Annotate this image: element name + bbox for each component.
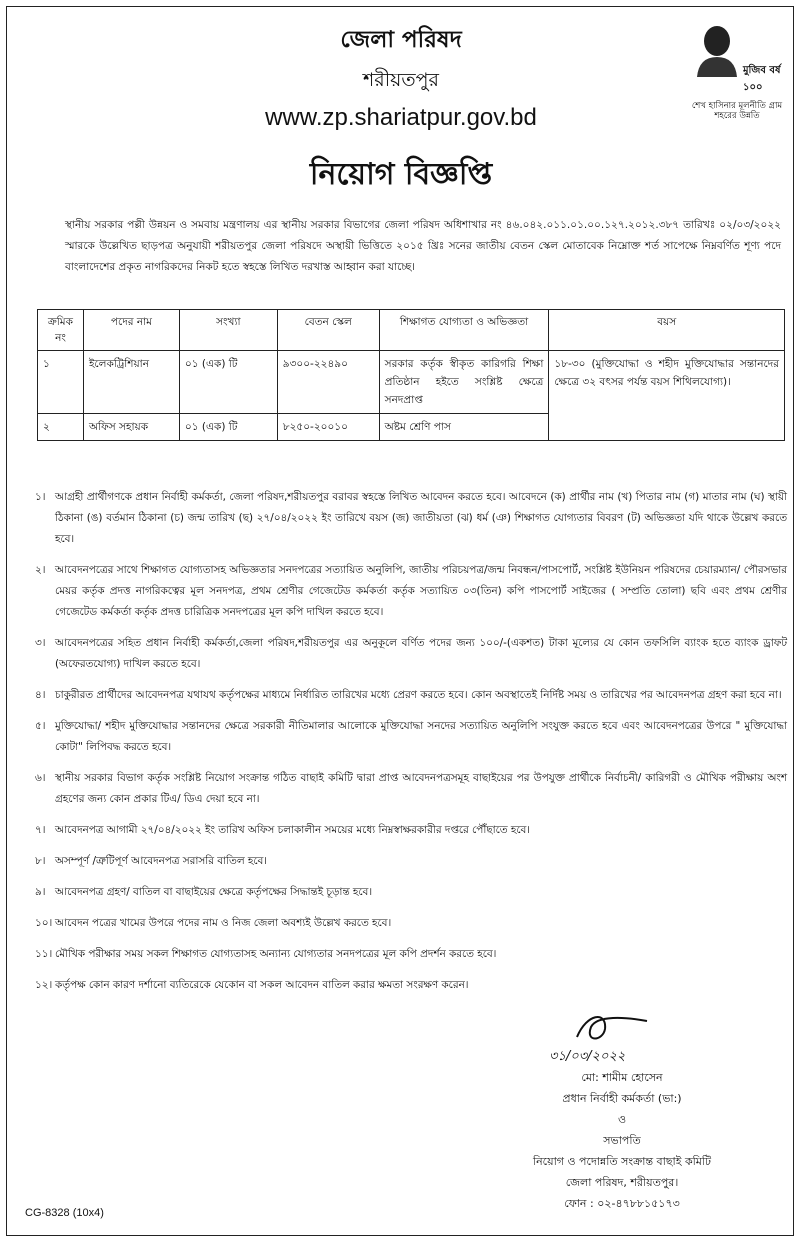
table-row [38,351,785,414]
cell-post: ইলেকট্রিশিয়ান [83,351,179,414]
conjunction: ও [617,1113,627,1126]
clause-number: ৬। [35,772,46,784]
header-age: বয়স [549,310,785,351]
list-item [35,944,787,965]
mujib-borsho-logo [685,17,789,119]
list-item [35,633,787,675]
header-post: পদের নাম [83,310,179,351]
list-item [35,820,787,841]
vacancy-table [37,309,785,441]
cell-serial: ১ [38,351,84,414]
clause-text: আগ্রহী প্রার্থীগণকে প্রধান নির্বাহী কর্মকর্তা, জেলা পরিষদ,শরীয়তপুর বরাবর স্বহস্তে লিখিত আবেদন করতে হবে। আবেদনে (ক) প্রার্থীর নাম (খ) পিতার নাম (গ) মাতার নাম (ঘ) স্থায়ী ঠিকানা (ঙ) বর্তমান ঠিকানা (চ) জন্ম তারিখ (ছ) ২৭/০৪/২০২২ ইং তারিখে বয়স (জ) জাতীয়তা (ঝ) ধর্ম (ঞ) শিক্ষাগত যোগ্যতার বিবরণ (ট) অভিজ্ঞতা যদি থাকে উল্লেখ করতে হবে। [55,491,787,545]
clause-text: কর্তৃপক্ষ কোন কারণ দর্শানো ব্যতিরেকে যেকোন বা সকল আবেদন বাতিল করার ক্ষমতা সংরক্ষণ করেন। [55,979,469,991]
table-header-row [38,310,785,351]
clause-text: চাকুরীরত প্রার্থীদের আবেদনপত্র যথাযথ কর্তৃপক্ষের মাধ্যমে নির্ধারিত তারিখের মধ্যে প্রেরণ করতে হবে। কোন অবস্থাতেই নির্দিষ্ট সময় ও তারিখের পর আবেদনপত্র গ্রহণ করা হবে না। [55,689,782,701]
clause-number: ৩। [35,637,46,649]
clause-number: ৯। [35,886,46,898]
header-scale: বেতন স্কেল [277,310,379,351]
signatory-role: সভাপতি [603,1134,641,1147]
signatory-designation: প্রধান নির্বাহী কর্মকর্তা (ভা:) [562,1092,682,1105]
cell-qualification: সরকার কর্তৃক স্বীকৃত কারিগরি শিক্ষা প্রতিষ্ঠান হইতে সংশ্লিষ্ট ক্ষেত্রে সনদপ্রাপ্ত [379,351,549,414]
clause-text: মৌখিক পরীক্ষার সময় সকল শিক্ষাগত যোগ্যতাসহ অন্যান্য যোগ্যতার সনদপত্রের মূল কপি প্রদর্শন করতে হবে। [55,948,497,960]
header-serial: ক্রমিক নং [38,310,84,351]
district-name: শরীয়তপুর [363,69,439,91]
clause-number: ৭। [35,824,46,836]
cell-post: অফিস সহায়ক [83,414,179,441]
office-name: জেলা পরিষদ, শরীয়তপুর। [565,1176,679,1189]
list-item [35,716,787,758]
page-title: নিয়োগ বিজ্ঞপ্তি [309,157,493,192]
signature-date: ৩১/০৩/২০২২ [549,1049,626,1064]
cell-qualification: অষ্টম শ্রেণি পাস [379,414,549,441]
logo-text: মুজিব বর্ষ ১০০ [743,65,781,93]
clause-text: আবেদনপত্রের সাথে শিক্ষাগত যোগ্যতাসহ অভিজ্ঞতার সনদপত্রের সত্যায়িত অনুলিপি, জাতীয় পরিচয়পত্র/জন্ম নিবন্ধন/পাসপোর্ট, সংশ্লিষ্ট ইউনিয়ন পরিষদের চেয়ারম্যান/ পৌরসভার মেয়র কর্তৃক প্রদত্ত নাগরিকত্বের মূল সনদপত্র, প্রথম শ্রেণীর গেজেটেড কর্মকর্তা কর্তৃক সত্যায়িত ০৩(তিন) কপি পাসপোর্ট সাইজের ( সম্প্রতি তোলা) ছবি এবং প্রথম শ্রেণীর গেজেটেড কর্মকর্তা কর্তৃক প্রদত্ত চারিত্রিক সনদপত্রের মূল কপি দাখিল করতে হবে। [55,564,787,618]
clause-number: ১০। [35,917,53,929]
clause-text: আবেদনপত্র আগামী ২৭/০৪/২০২২ ইং তারিখ অফিস চলাকালীন সময়ের মধ্যে নিম্নস্বাক্ষরকারীর দপ্তরে পৌঁছাতে হবে। [55,824,531,836]
list-item [35,851,787,872]
ad-code: CG-8328 (10x4) [25,1207,104,1219]
header-count: সংখ্যা [179,310,277,351]
list-item [35,913,787,934]
list-item [35,768,787,810]
clause-number: ২। [35,564,46,576]
clause-text: আবেদনপত্রের সহিত প্রধান নির্বাহী কর্মকর্তা,জেলা পরিষদ,শরীয়তপুর এর অনুকূলে বর্ণিত পদের জন্য ১০০/-(একশত) টাকা মূল্যের যে কোন তফসিলি ব্যাংক হতে ব্যাংক ড্রাফট (অফেরতযোগ্য) দাখিল করতে হবে। [55,637,787,670]
cell-count: ০১ (এক) টি [179,351,277,414]
clause-text: স্থানীয় সরকার বিভাগ কর্তৃক সংশ্লিষ্ট নিয়োগ সংক্রান্ত গঠিত বাছাই কমিটি দ্বারা প্রাপ্ত আবেদনপত্রসমূহ বাছাইয়ের পর উপযুক্ত প্রার্থীকে নির্বাচনী/ কারিগরী ও মৌখিক পরীক্ষায় অংশ গ্রহণের জন্য কোন প্রকার টিএ/ ডিএ দেয়া হবে না। [55,772,787,805]
list-item [35,975,787,996]
clause-text: আবেদনপত্র গ্রহণ/ বাতিল বা বাছাইয়ের ক্ষেত্রে কর্তৃপক্ষের সিদ্ধান্তই চূড়ান্ত হবে। [55,886,373,898]
clause-number: ৪। [35,689,46,701]
clause-number: ৮। [35,855,46,867]
signature-mark [567,1007,657,1051]
website-link[interactable]: www.zp.shariatpur.gov.bd [265,104,537,131]
cell-serial: ২ [38,414,84,441]
signature-block [477,1067,767,1214]
list-item [35,487,787,550]
clause-number: ১। [35,491,46,503]
clause-text: আবেদন পত্রের খামের উপরে পদের নাম ও নিজ জেলা অবশ্যই উল্লেখ করতে হবে। [55,917,392,929]
notice-page [6,6,794,1236]
list-item [35,882,787,903]
header [7,15,795,201]
phone-number: ফোন : ০২-৪৭৮৮১৫১৭৩ [564,1197,680,1210]
clause-number: ৫। [35,720,46,732]
header-qualification: শিক্ষাগত যোগ্যতা ও অভিজ্ঞতা [379,310,549,351]
conditions-list [35,487,787,1006]
list-item [35,560,787,623]
cell-age: ১৮-৩০ (মুক্তিযোদ্ধা ও শহীদ মুক্তিযোদ্ধার সন্তানদের ক্ষেত্রে ৩২ বৎসর পর্যন্ত বয়স শিথিলযোগ্য)। [549,351,785,441]
clause-number: ১২। [35,979,53,991]
list-item [35,685,787,706]
committee-name: নিয়োগ ও পদোন্নতি সংক্রান্ত বাছাই কমিটি [532,1155,712,1168]
organization-name: জেলা পরিষদ [340,27,462,53]
logo-slogan: শেখ হাসিনার মূলনীতি গ্রাম শহরের উন্নতি [691,101,783,121]
cell-scale: ৮২৫০-২০০১০ [277,414,379,441]
cell-scale: ৯৩০০-২২৪৯০ [277,351,379,414]
signatory-name: মো: শামীম হোসেন [581,1071,663,1084]
portrait-icon [693,21,741,77]
clause-text: অসম্পূর্ণ /ত্রুটিপূর্ণ আবেদনপত্র সরাসরি বাতিল হবে। [55,855,267,867]
clause-text: মুক্তিযোদ্ধা/ শহীদ মুক্তিযোদ্ধার সন্তানদের ক্ষেত্রে সরকারী নীতিমালার আলোকে মুক্তিযোদ্ধা সনদের সত্যায়িত অনুলিপি সংযুক্ত করতে হবে এবং আবেদনপত্রের উপরে " মুক্তিযোদ্ধা কোটা" লিপিবদ্ধ করতে হবে। [55,720,787,753]
intro-paragraph: স্থানীয় সরকার পল্লী উন্নয়ন ও সমবায় মন্ত্রণালয় এর স্থানীয় সরকার বিভাগের জেলা পরিষদ অধিশাখার নং ৪৬.০৪২.০১১.০১.০০.১২৭.২০১২.৩৮৭ তারিখঃ ০২/০৩/২০২২ স্মারকে উল্লেখিত ছাড়পত্র অনুযায়ী শরীয়তপুর জেলা পরিষদে অস্থায়ী ভিত্তিতে ২০১৫ খ্রিঃ সনের জাতীয় বেতন স্কেল মোতাবেক নিম্নোক্ত শর্ত সাপেক্ষে নিম্নবর্ণিত শূণ্য পদে বাংলাদেশের প্রকৃত নাগরিকদের নিকট হতে স্বহস্তে লিখিত দরখাস্ত আহ্বান করা যাচ্ছে। [65,219,781,273]
clause-number: ১১। [35,948,53,960]
cell-count: ০১ (এক) টি [179,414,277,441]
